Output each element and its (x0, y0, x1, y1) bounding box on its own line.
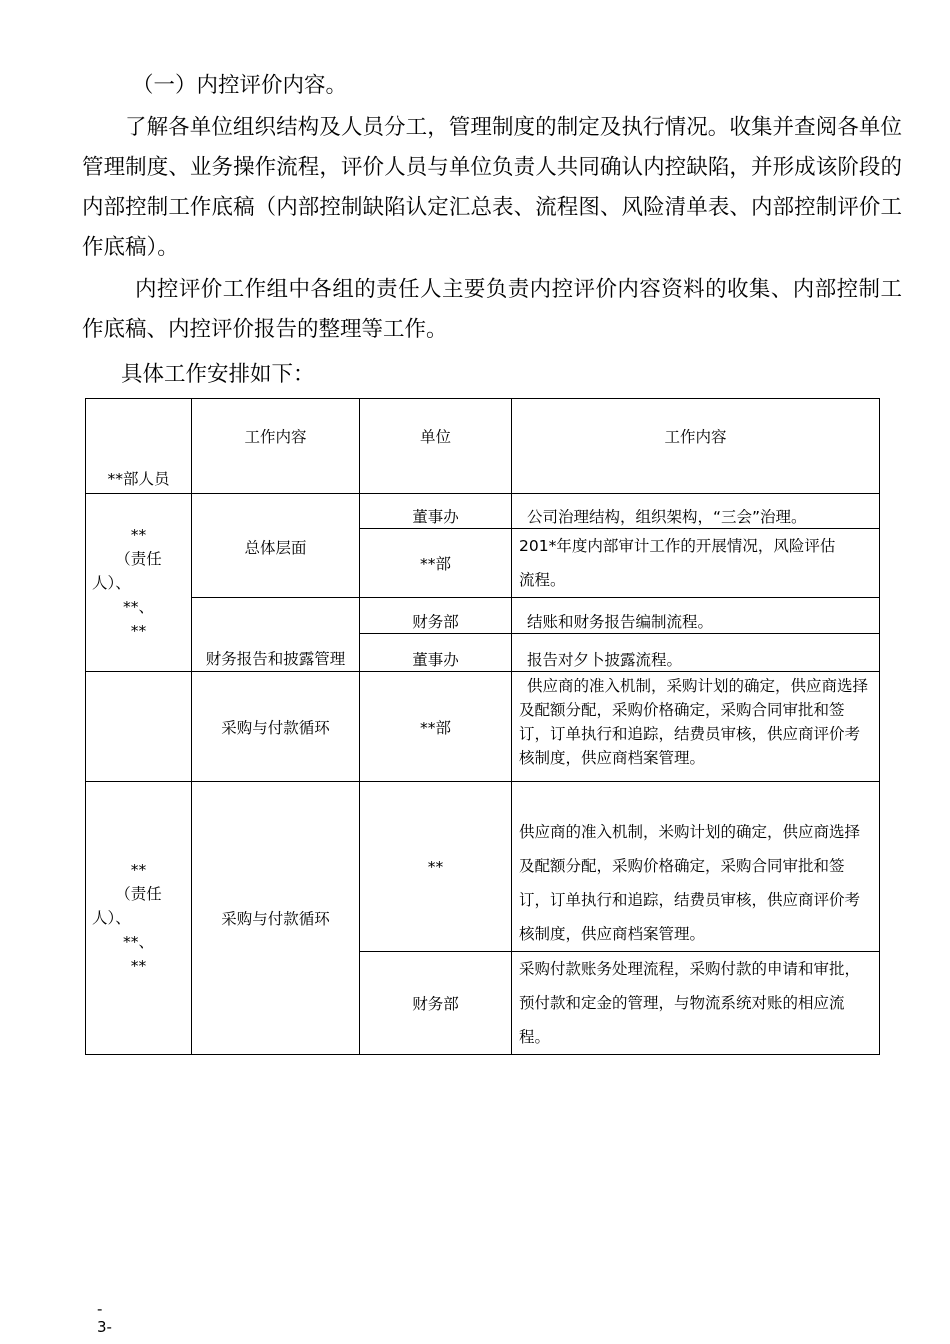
desc-internal-audit: 201*年度内部审计工作的开展情况，风险评估 流程。 (512, 529, 880, 598)
desc-procurement-1: 供应商的准入机制，采购计划的确定，供应商选择及配额分配，采购价格确定，采购合同审批和签订，订单执行和追踪，结费员审核，供应商评价考核制度，供应商档案管理。 (512, 672, 880, 782)
table-header-row (86, 399, 880, 494)
work-financial-reporting: 财务报告和披露管理 (192, 598, 360, 672)
unit-starred: ** (360, 782, 512, 952)
desc-disclosure: 报告对夕卜披露流程。 (512, 634, 880, 672)
table-row (86, 494, 880, 529)
responsible-person-1: ** （责任 人）、 **、 ** (86, 494, 192, 672)
unit-board-office-2: 董事办 (360, 634, 512, 672)
paragraph-1: 了解各单位组织结构及人员分工，管理制度的制定及执行情况。收集并查阅各单位管理制度、业务操作流程，评价人员与单位负责人共同确认内控缺陷，并形成该阶段的内部控制工作底稿（内部控制缺陷认定汇总表、流程图、风险清单表、内部控制评价工作底稿）。 (82, 115, 902, 260)
unit-board-office: 董事办 (360, 494, 512, 529)
work-overall-level: 总体层面 (192, 494, 360, 598)
table-row (86, 598, 880, 634)
desc-governance: 公司治理结构，组织架构，“三会”治理。 (512, 494, 880, 529)
header-work-content: 工作内容 (192, 399, 360, 494)
work-procurement-1: 采购与付款循环 (192, 672, 360, 782)
unit-dept: **部 (360, 529, 512, 598)
responsible-person-2: ** （责任 人）、 **、 ** (86, 782, 192, 1055)
paragraph-3: 具体工作安排如下： (121, 362, 315, 387)
desc-payment: 采购付款账务处理流程，采购付款的申请和审批，预付款和定金的管理，与物流系统对账的相应流程。 (512, 952, 880, 1055)
unit-finance-2: 财务部 (360, 952, 512, 1055)
work-procurement-2: 采购与付款循环 (192, 782, 360, 1055)
header-work-detail: 工作内容 (512, 399, 880, 494)
empty-person-cell (86, 672, 192, 782)
paragraph-2: 内控评价工作组中各组的责任人主要负责内控评价内容资料的收集、内部控制工作底稿、内控评价报告的整理等工作。 (82, 277, 902, 342)
table-row (86, 672, 880, 782)
page-number: - 3- (97, 1300, 112, 1336)
work-arrangement-table (85, 398, 880, 1055)
header-unit: 单位 (360, 399, 512, 494)
desc-closing: 结账和财务报告编制流程。 (512, 598, 880, 634)
header-personnel: **部人员 (86, 399, 192, 494)
unit-dept-2: **部 (360, 672, 512, 782)
desc-procurement-2: 供应商的准入机制，米购计划的确定，供应商选择及配额分配，采购价格确定，采购合同审批和签订，订单执行和追踪，结费员审核，供应商评价考核制度，供应商档案管理。 (512, 782, 880, 952)
unit-finance: 财务部 (360, 598, 512, 634)
section-heading: （一）内控评价内容。 (132, 73, 348, 98)
table-row (86, 782, 880, 952)
